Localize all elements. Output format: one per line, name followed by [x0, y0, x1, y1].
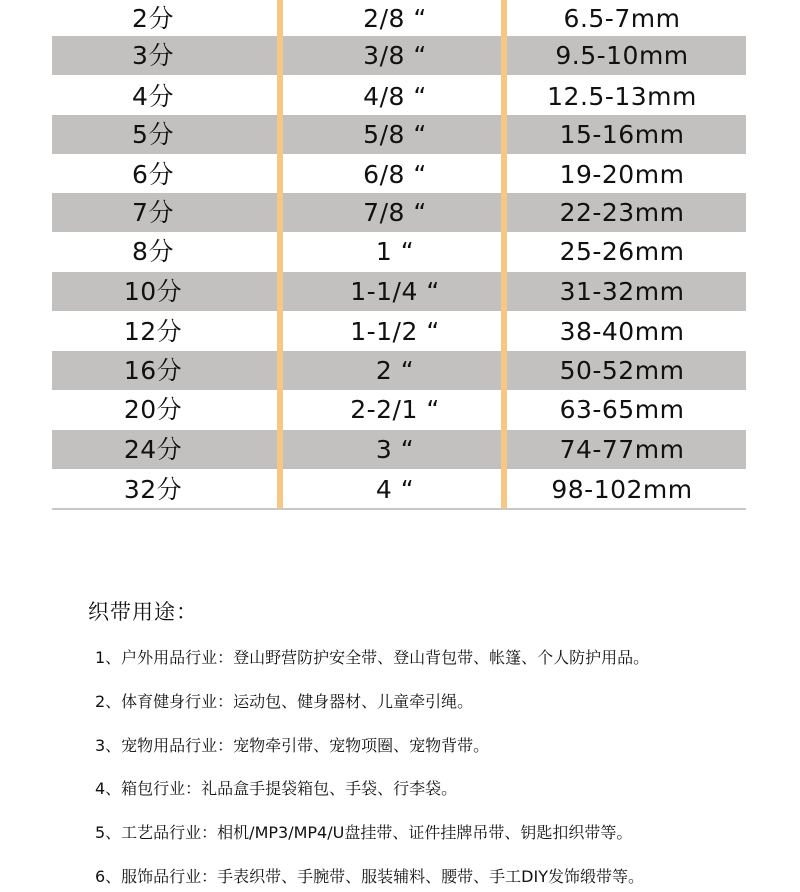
table-row — [52, 312, 746, 351]
table-row — [52, 390, 746, 429]
fen-size-cell: 24分 — [123, 435, 183, 464]
table-row — [52, 272, 746, 311]
fen-size-cell: 3分 — [132, 41, 174, 70]
use-list-item: 5、工艺品行业：相机/MP3/MP4/U盘挂带、证件挂牌吊带、钥匙扣织带等。 — [95, 823, 633, 842]
fen-size-cell: 8分 — [132, 237, 174, 266]
table-row — [52, 430, 746, 469]
fen-size-cell: 20分 — [123, 395, 183, 424]
inch-size-cell: 3 “ — [375, 435, 415, 464]
mm-width-cell: 98-102mm — [551, 475, 693, 504]
fen-size-cell: 2分 — [132, 4, 174, 33]
inch-size-cell: 1-1/4 “ — [350, 277, 440, 306]
mm-width-cell: 38-40mm — [559, 317, 685, 346]
mm-width-cell: 15-16mm — [559, 120, 685, 149]
size-conversion-table — [52, 0, 746, 510]
column-divider — [501, 0, 507, 508]
table-row — [52, 193, 746, 232]
use-list-item: 2、体育健身行业：运动包、健身器材、儿童牵引绳。 — [95, 692, 474, 711]
table-bottom-rule — [52, 508, 746, 510]
table-row — [52, 155, 746, 194]
inch-size-cell: 4/8 “ — [363, 82, 427, 111]
table-row — [52, 77, 746, 116]
fen-size-cell: 10分 — [123, 277, 183, 306]
table-row — [52, 36, 746, 75]
mm-width-cell: 25-26mm — [559, 237, 685, 266]
table-row — [52, 0, 746, 38]
inch-size-cell: 2-2/1 “ — [350, 395, 440, 424]
fen-size-cell: 12分 — [123, 317, 183, 346]
inch-size-cell: 1 “ — [375, 237, 415, 266]
mm-width-cell: 74-77mm — [559, 435, 685, 464]
inch-size-cell: 7/8 “ — [363, 198, 427, 227]
mm-width-cell: 50-52mm — [559, 356, 685, 385]
table-row — [52, 232, 746, 271]
mm-width-cell: 31-32mm — [559, 277, 685, 306]
fen-size-cell: 16分 — [123, 356, 183, 385]
table-row — [52, 470, 746, 509]
inch-size-cell: 2/8 “ — [363, 4, 427, 33]
fen-size-cell: 5分 — [132, 120, 174, 149]
fen-size-cell: 4分 — [132, 82, 174, 111]
inch-size-cell: 3/8 “ — [363, 41, 427, 70]
inch-size-cell: 4 “ — [375, 475, 415, 504]
inch-size-cell: 5/8 “ — [363, 120, 427, 149]
column-divider — [277, 0, 283, 508]
mm-width-cell: 6.5-7mm — [563, 4, 681, 33]
fen-size-cell: 7分 — [132, 198, 174, 227]
mm-width-cell: 12.5-13mm — [547, 82, 697, 111]
fen-size-cell: 6分 — [132, 160, 174, 189]
use-list-item: 4、箱包行业：礼品盒手提袋箱包、手袋、行李袋。 — [95, 779, 458, 798]
use-list-item: 3、宠物用品行业：宠物牵引带、宠物项圈、宠物背带。 — [95, 736, 490, 755]
mm-width-cell: 63-65mm — [559, 395, 685, 424]
table-row — [52, 351, 746, 390]
mm-width-cell: 22-23mm — [559, 198, 685, 227]
uses-heading: 织带用途： — [88, 600, 198, 624]
inch-size-cell: 2 “ — [375, 356, 415, 385]
inch-size-cell: 6/8 “ — [363, 160, 427, 189]
use-list-item: 6、服饰品行业：手表织带、手腕带、服装辅料、腰带、手工DIY发饰缎带等。 — [95, 867, 644, 886]
mm-width-cell: 19-20mm — [559, 160, 685, 189]
fen-size-cell: 32分 — [123, 475, 183, 504]
table-row — [52, 115, 746, 154]
inch-size-cell: 1-1/2 “ — [350, 317, 440, 346]
use-list-item: 1、户外用品行业：登山野营防护安全带、登山背包带、帐篷、个人防护用品。 — [95, 648, 650, 667]
mm-width-cell: 9.5-10mm — [555, 41, 689, 70]
